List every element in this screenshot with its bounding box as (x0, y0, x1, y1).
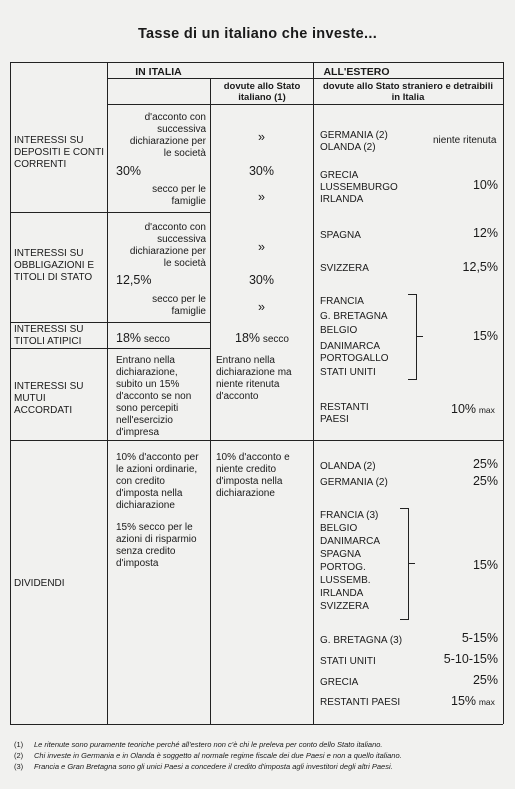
mutui-italiano-text: Entrano nella dichiarazione ma niente ritenuta d'acconto (216, 355, 292, 402)
atipici-italia (116, 331, 170, 346)
div-restanti-rate-group (451, 694, 495, 709)
atipici-italia-note: secco (143, 334, 170, 345)
depositi-italia-note2: secco per le famiglie (152, 184, 206, 207)
estero-restanti: RESTANTI PAESI (320, 402, 369, 425)
footnote-3-text: Francia e Gran Bretagna sono gli unici Paesi a concedere il credito d'imposta agli investitori degli altri Paesi. (34, 762, 393, 771)
dividendi-italiano-text: 10% d'acconto e niente credito d'imposta nella dichiarazione (216, 452, 290, 499)
div-stati-uniti: STATI UNITI (320, 656, 376, 667)
div-germania-rate: 25% (472, 474, 498, 488)
footnote-3 (14, 762, 393, 771)
page-title: Tasse di un italiano che investe... (137, 26, 378, 42)
header-divider (107, 78, 503, 79)
row-label-dividendi: DIVIDENDI (14, 578, 65, 589)
header-bottom-border (107, 104, 503, 105)
footnote-1-num: (1) (14, 740, 24, 749)
header-all-estero: ALL'ESTERO (323, 66, 390, 78)
country-item: PORTOG. (320, 562, 366, 573)
country-item: SPAGNA (320, 549, 361, 560)
country-item: G. BRETAGNA (320, 311, 388, 322)
div-group-rate: 15% (472, 558, 498, 572)
estero-group1-rate: 10% (472, 178, 498, 192)
obbligazioni-italiano-mark1: » (258, 240, 265, 254)
dividendi-italia-text2: 15% secco per le azioni di risparmio senza credito d'imposta (116, 522, 197, 569)
table-left-border (10, 62, 11, 724)
depositi-italia-rate: 30% (116, 164, 142, 178)
depositi-italiano-mark2: » (258, 190, 265, 204)
estero-spagna: SPAGNA (320, 230, 361, 241)
country-item: PORTOGALLO (320, 353, 389, 364)
footnote-2-num: (2) (14, 751, 24, 760)
atipici-italiano-rate: 18% (235, 331, 261, 345)
footnote-3-num: (3) (14, 762, 24, 771)
col-divider-1 (107, 62, 108, 724)
atipici-italiano-note: secco (262, 334, 289, 345)
estero-restanti-rate-group (451, 402, 495, 417)
atipici-italia-rate: 18% (116, 331, 142, 345)
col-divider-3 (313, 62, 314, 724)
estero-svizzera-rate: 12,5% (462, 260, 498, 274)
div-group-bracket-tip (409, 563, 415, 564)
estero-spagna-rate: 12% (472, 226, 498, 240)
div-gbretagna: G. BRETAGNA (3) (320, 635, 403, 646)
row-divider-3 (10, 348, 210, 349)
estero-germania: GERMANIA (2) (320, 130, 388, 141)
country-item: DANIMARCA (320, 341, 381, 352)
estero-group2-rate: 15% (472, 329, 498, 343)
dividendi-italia-text1: 10% d'acconto per le azioni ordinarie, con credito d'imposta nella dichiarazione (116, 452, 199, 511)
depositi-italiano-mark1: » (258, 130, 265, 144)
estero-svizzera: SVIZZERA (320, 263, 369, 274)
mutui-italia-text: Entrano nella dichiarazione, subito un 15% d'acconto se non sono percepiti nell'esercizio d'impresa (116, 355, 192, 438)
table-right-border (503, 62, 504, 724)
div-germania: GERMANIA (2) (320, 477, 388, 488)
country-item: BELGIO (320, 325, 358, 336)
group2-bracket (408, 294, 417, 380)
estero-restanti-max: max (478, 405, 495, 415)
div-olanda-rate: 25% (472, 457, 498, 471)
header-in-italia: IN ITALIA (135, 66, 182, 78)
atipici-italiano (235, 331, 289, 346)
country-item: IRLANDA (320, 194, 364, 205)
obbligazioni-italia-rate: 12,5% (116, 273, 152, 287)
row-label-mutui: INTERESSI SU MUTUI ACCORDATI (14, 381, 84, 416)
row-divider-4 (10, 440, 503, 441)
header-dovute-straniero: dovute allo Stato straniero e detraibili in Italia (323, 81, 493, 103)
div-olanda: OLANDA (2) (320, 461, 376, 472)
country-item: BELGIO (320, 523, 358, 534)
div-grecia: GRECIA (320, 677, 359, 688)
header-dovute-italiano: dovute allo Stato italiano (1) (223, 81, 301, 103)
country-item: IRLANDA (320, 588, 364, 599)
div-restanti-rate: 15% (451, 694, 477, 708)
country-item: STATI UNITI (320, 367, 376, 378)
div-group-bracket (400, 508, 409, 620)
country-item: DANIMARCA (320, 536, 381, 547)
div-grecia-rate: 25% (472, 673, 498, 687)
table-top-border (10, 62, 503, 63)
country-item: GRECIA (320, 170, 359, 181)
depositi-italia-note1: d'acconto con successiva dichiarazione per le società (129, 112, 206, 159)
estero-olanda: OLANDA (2) (320, 142, 376, 153)
div-restanti: RESTANTI PAESI (320, 697, 401, 708)
row-label-obbligazioni: INTERESSI SU OBBLIGAZIONI E TITOLI DI STATO (14, 248, 95, 283)
country-item: SVIZZERA (320, 601, 369, 612)
row-label-atipici: INTERESSI SU TITOLI ATIPICI (14, 324, 84, 347)
estero-restanti-rate: 10% (451, 402, 477, 416)
row-divider-1 (10, 212, 210, 213)
footnote-1-text: Le ritenute sono puramente teoriche perché all'estero non c'è chi le preleva per conto dello Stato italiano. (34, 740, 383, 749)
div-gbretagna-rate: 5-15% (461, 631, 498, 645)
row-divider-2 (10, 322, 210, 323)
country-item: LUSSEMBURGO (320, 182, 398, 193)
depositi-italiano-rate: 30% (248, 164, 275, 178)
footnote-2 (14, 751, 402, 760)
obbligazioni-italiano-mark2: » (258, 300, 265, 314)
country-item: LUSSEMB. (320, 575, 371, 586)
country-item: FRANCIA (320, 296, 364, 307)
div-stati-uniti-rate: 5-10-15% (443, 652, 498, 666)
obbligazioni-italia-note2: secco per le famiglie (152, 294, 206, 317)
table-bottom-border (10, 724, 503, 725)
footnote-1 (14, 740, 383, 749)
footnote-2-text: Chi investe in Germania e in Olanda è soggetto al normale regime fiscale dei due Paesi e non a quello italiano. (34, 751, 402, 760)
div-restanti-max: max (478, 697, 495, 707)
obbligazioni-italia-note1: d'acconto con successiva dichiarazione per le società (129, 222, 206, 269)
country-item: FRANCIA (3) (320, 510, 379, 521)
row-label-depositi: INTERESSI SU DEPOSITI E CONTI CORRENTI (14, 135, 105, 170)
obbligazioni-italiano-rate: 30% (248, 273, 275, 287)
estero-niente-ritenuta: niente ritenuta (433, 135, 497, 146)
